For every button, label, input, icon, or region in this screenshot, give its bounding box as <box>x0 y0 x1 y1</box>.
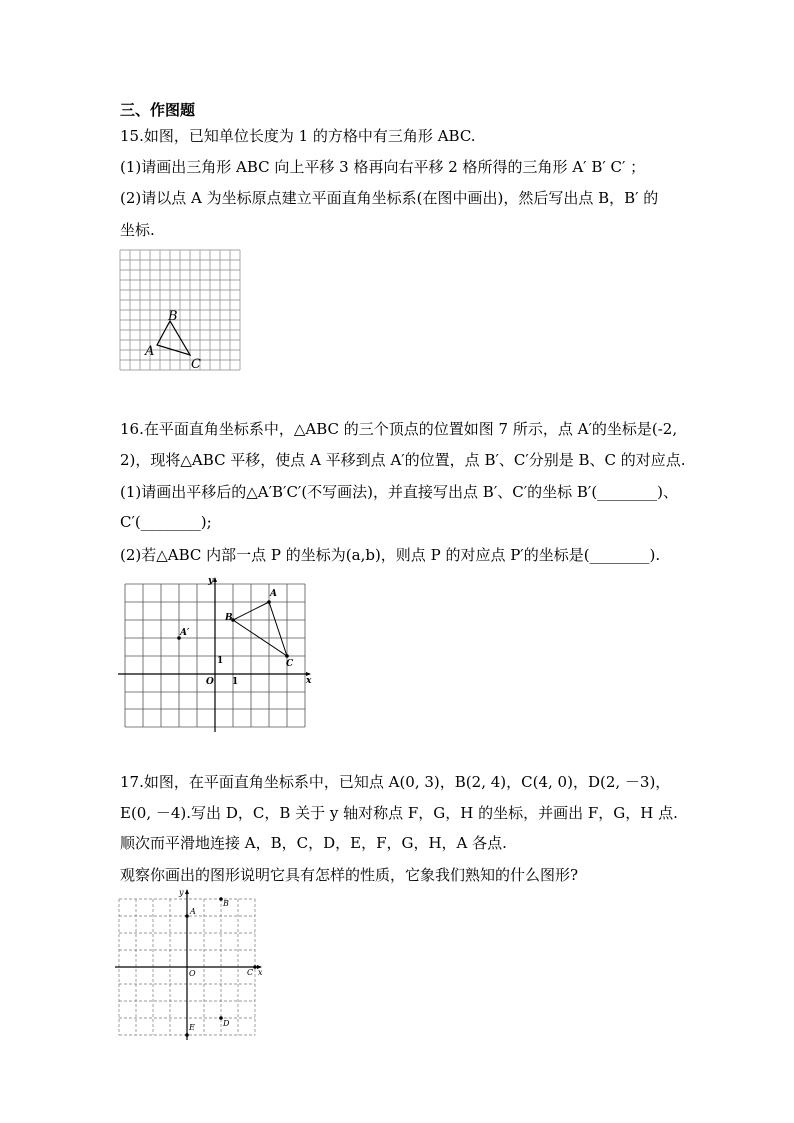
q17-point-c <box>253 965 257 969</box>
q17-label-d: D <box>223 1019 230 1028</box>
q17-line-2: E(0, －4).写出 D，C，B 关于 y 轴对称点 F，G，H 的坐标，并画出 F，G，H 点. <box>120 804 678 822</box>
q16-label-c: C <box>286 659 294 669</box>
q16-line-2: 2)，现将△ABC 平移，使点 A 平移到点 A′的位置，点 B′、C′分别是 B、C 的对应点. <box>120 451 686 469</box>
q17-label-b: B <box>223 899 229 908</box>
q17-label-o: O <box>189 969 196 978</box>
q17-label-a: A <box>190 907 196 916</box>
q16-label-a-prime: A′ <box>180 628 190 638</box>
q17-point-a <box>185 914 189 918</box>
q16-line-3: (1)请画出平移后的△A′B′C′(不写画法)，并直接写出点 B′、C′的坐标 B′(________)、 <box>120 483 679 501</box>
q15-label-b: B <box>168 309 178 324</box>
q17-line-3: 顺次而平滑地连接 A，B，C，D，E，F，G，H，A 各点. <box>120 834 507 852</box>
q15-line-4: 坐标. <box>120 221 155 239</box>
q16-label-x: x <box>306 676 312 686</box>
q16-label-o: O <box>206 677 214 687</box>
q16-grid-figure <box>118 574 318 732</box>
q16-label-a: A <box>270 589 277 599</box>
q15-line-3: (2)请以点 A 为坐标原点建立平面直角坐标系(在图中画出)，然后写出点 B，B′ 的 <box>120 189 659 207</box>
q15-line-1: 15.如图，已知单位长度为 1 的方格中有三角形 ABC. <box>120 127 476 145</box>
q16-label-one-y: 1 <box>217 656 224 666</box>
q17-line-1: 17.如图，在平面直角坐标系中，已知点 A(0, 3)，B(2, 4)，C(4, 0)，D(2, －3)， <box>120 773 671 791</box>
q17-point-e <box>185 1033 189 1037</box>
q16-label-one-x: 1 <box>232 677 239 687</box>
q16-triangle-abc <box>233 602 287 656</box>
q16-line-1: 16.在平面直角坐标系中，△ABC 的三个顶点的位置如图 7 所示，点 A′的坐标是(-2, <box>120 420 678 438</box>
q16-line-4: C′(________); <box>120 513 212 531</box>
q16-label-b: B <box>225 613 233 623</box>
q16-line-5: (2)若△ABC 内部一点 P 的坐标为(a,b)，则点 P 的对应点 P′的坐标是(________). <box>120 546 661 564</box>
q17-grid-figure <box>115 885 270 1040</box>
q15-label-c: C <box>191 357 201 372</box>
q15-grid-figure <box>118 248 244 374</box>
q15-label-a: A <box>145 344 155 359</box>
section-title: 三、作图题 <box>120 101 196 119</box>
q15-line-2: (1)请画出三角形 ABC 向上平移 3 格再向右平移 2 格所得的三角形 A′ B′ C′ ； <box>120 158 646 176</box>
q16-label-y: y <box>208 576 214 586</box>
q17-label-c: C <box>247 968 254 977</box>
q17-label-x: x <box>258 968 263 977</box>
q17-label-e: E <box>189 1023 195 1032</box>
q17-label-y: y <box>179 888 184 897</box>
q17-line-4: 观察你画出的图形说明它具有怎样的性质，它象我们熟知的什么图形? <box>120 866 579 884</box>
